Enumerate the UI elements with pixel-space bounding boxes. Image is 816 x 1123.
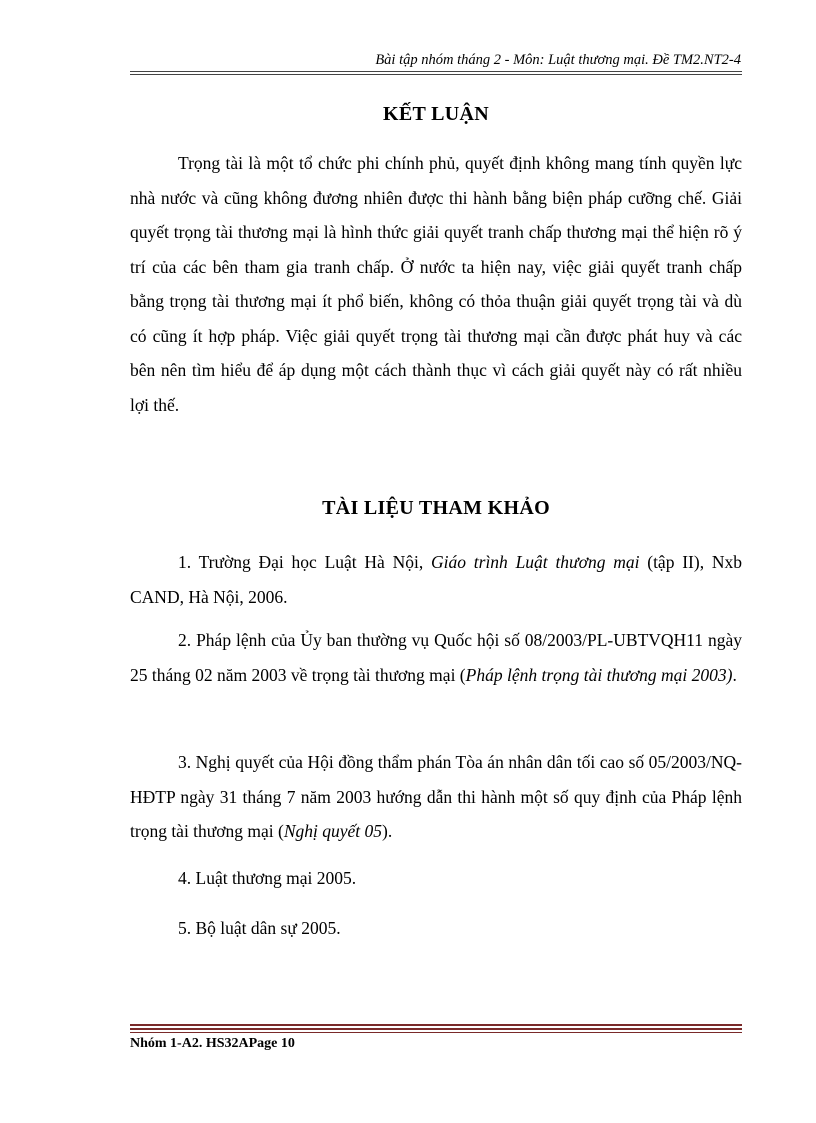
reference-item-5	[130, 911, 742, 946]
reference-3-text: 3. Nghị quyết của Hội đồng thẩm phán Tòa án nhân dân tối cao số 05/2003/NQ-HĐTP ngày 31 tháng 7 năm 2003 hướng dẫn thi hành một số quy định của Pháp lệnh trọng tài thương mại (	[130, 752, 742, 841]
footer-rule-secondary	[130, 1028, 742, 1030]
reference-2-title: Pháp lệnh trọng tài thương mại 2003)	[465, 664, 733, 685]
running-header: Bài tập nhóm tháng 2 - Môn: Luật thương mại. Đề TM2.NT2-4	[375, 52, 741, 68]
reference-3-tail: ).	[382, 821, 393, 841]
reference-item-2	[130, 623, 742, 692]
reference-item-3	[130, 745, 742, 849]
reference-1-tail: (tập II), Nxb CAND, Hà Nội, 2006.	[130, 552, 742, 607]
reference-4-text: 4. Luật thương mại 2005.	[178, 868, 357, 888]
conclusion-heading: KẾT LUẬN	[383, 103, 489, 125]
reference-2-tail: .	[732, 664, 737, 685]
header-rule	[130, 71, 742, 72]
footer-rule	[130, 1024, 742, 1026]
footer-page-label: Nhóm 1-A2. HS32APage 10	[130, 1036, 295, 1051]
header-rule-secondary	[130, 74, 742, 75]
footer-rule-tertiary	[130, 1032, 742, 1033]
reference-1-title: Giáo trình Luật thương mại	[431, 552, 640, 572]
reference-2-text: 2. Pháp lệnh của Ủy ban thường vụ Quốc hội số 08/2003/PL-UBTVQH11 ngày 25 tháng 02 năm 2003 về trọng tài thương mại (	[130, 630, 742, 685]
reference-item-1	[130, 545, 742, 614]
reference-5-text: 5. Bộ luật dân sự 2005.	[178, 918, 341, 938]
conclusion-paragraph	[130, 146, 742, 422]
conclusion-paragraph-text: Trọng tài là một tổ chức phi chính phủ, quyết định không mang tính quyền lực nhà nước và cũng không đương nhiên được thi hành bằng biện pháp cưỡng chế. Giải quyết trọng tài thương mại là hình thức giải quyết tranh chấp thương mại thể hiện rõ ý trí của các bên tham gia tranh chấp. Ở nước ta hiện nay, việc giải quyết tranh chấp bằng trọng tài thương mại ít phổ biến, không có thỏa thuận giải quyết trọng tài và dù có cũng ít hợp pháp. Việc giải quyết trọng tài thương mại cần được phát huy và các bên nên tìm hiểu để áp dụng một cách thành thục vì cách giải quyết này có rất nhiều lợi thế.	[130, 153, 742, 415]
reference-3-title: Nghị quyết 05	[283, 821, 383, 841]
reference-1-text: 1. Trường Đại học Luật Hà Nội,	[178, 552, 431, 572]
references-heading: TÀI LIỆU THAM KHẢO	[322, 497, 550, 519]
reference-item-4	[130, 861, 742, 896]
